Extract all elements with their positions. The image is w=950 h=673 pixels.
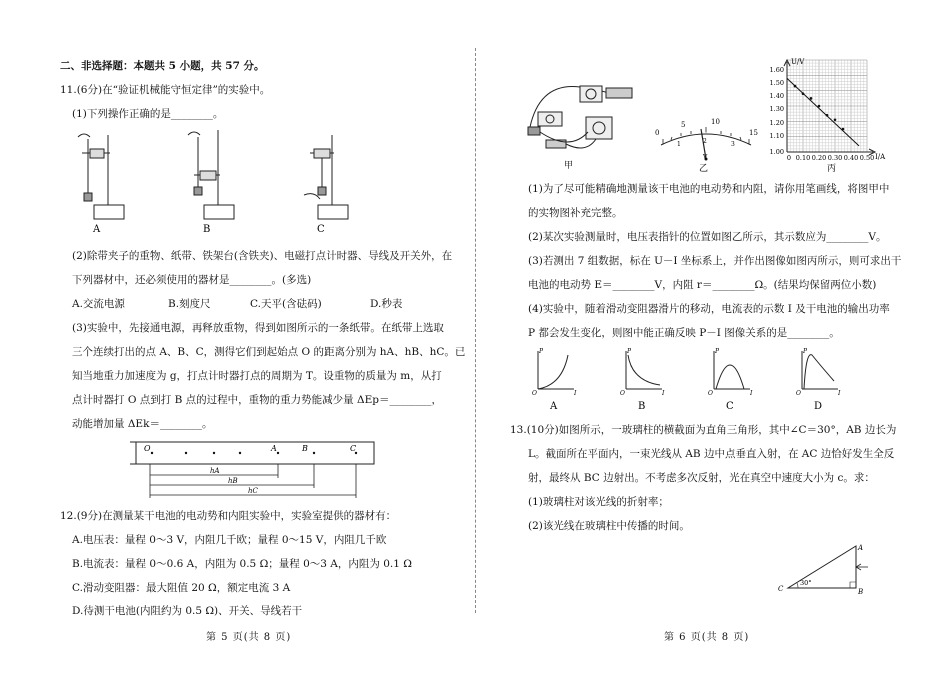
apparatus-b bbox=[188, 130, 234, 219]
q11-apparatus-figures bbox=[60, 125, 390, 235]
dial-unit: V bbox=[703, 154, 708, 161]
q12-part1-line1: (1)为了尽可能精确地测量该干电池的电动势和内阻，请你用笔画线，将图甲中 bbox=[528, 183, 890, 195]
ui-xtick-030: 0.30 bbox=[827, 154, 843, 162]
q11-part3-line1: (3)实验中，先接通电源，再释放重物，得到如图所示的一条纸带。在纸带上选取 bbox=[72, 322, 444, 334]
ui-xtick-040: 0.40 bbox=[843, 154, 859, 162]
fig-label-b: B bbox=[203, 224, 211, 235]
ui-data-point-4 bbox=[818, 105, 821, 108]
ui-xtick-010: 0.10 bbox=[795, 154, 811, 162]
q11-option-c: C.天平(含砝码) bbox=[250, 298, 322, 310]
fig-caption-yi: 乙 bbox=[699, 164, 709, 173]
q11-option-a: A.交流电源 bbox=[72, 298, 125, 310]
ui-ytick-110: 1.10 bbox=[769, 132, 784, 140]
q11-part2-line1: (2)除带夹子的重物、纸带、铁架台(含铁夹)、电磁打点计时器、导线及开关外，在 bbox=[72, 250, 453, 262]
tape-point-o: O bbox=[144, 444, 151, 453]
q12-part3-line1: (3)若测出 7 组数据，标在 U－I 坐标系上，并作出图像如图丙所示，则可求出干 bbox=[528, 255, 902, 267]
dial-lower-2: 2 bbox=[703, 138, 707, 145]
tape-dim-hb: hB bbox=[228, 477, 238, 485]
q12-item-c: C.滑动变阻器：最大阻值 20 Ω，额定电流 3 A bbox=[72, 582, 291, 594]
fig-caption-jia: 甲 bbox=[564, 161, 574, 171]
q12-part2: (2)某次实验测量时，电压表指针的位置如图乙所示，其示数应为________V。 bbox=[528, 231, 887, 243]
fig-label-a: A bbox=[93, 224, 101, 235]
q12-item-b: B.电流表：量程 0～0.6 A，内阻为 0.5 Ω；量程 0～3 A，内阻为 0.1 Ω bbox=[72, 558, 412, 570]
circuit-apparatus-figure bbox=[520, 72, 640, 172]
ui-xtick-020: 0.20 bbox=[811, 154, 827, 162]
dial-lower-3: 3 bbox=[731, 141, 735, 148]
q11-option-d: D.秒表 bbox=[370, 298, 403, 310]
pi-label-a: A bbox=[550, 401, 558, 412]
pi-b-p: P bbox=[627, 348, 632, 355]
q11-stem: 11.(6分)在“验证机械能守恒定律”的实验中。 bbox=[60, 84, 271, 96]
tri-label-c: C bbox=[778, 585, 784, 593]
ui-data-point-5 bbox=[826, 114, 829, 117]
ui-xtick-0: 0 bbox=[786, 154, 792, 162]
q11-option-b: B.刻度尺 bbox=[168, 298, 211, 310]
dial-tick-0: 0 bbox=[655, 129, 660, 137]
pi-d-o: O bbox=[796, 390, 801, 397]
q13-line1: 13.(10分)如图所示，一玻璃柱的横截面为直角三角形，其中∠C＝30°，AB 边长为 bbox=[510, 424, 897, 436]
ui-data-point-7 bbox=[842, 128, 845, 131]
q12-part4-line2: P 都会发生变化，则图中能正确反映 P－I 图像关系的是________。 bbox=[528, 327, 840, 339]
apparatus-c bbox=[304, 135, 348, 219]
ui-ytick-150: 1.50 bbox=[769, 79, 784, 87]
ui-ytick-160: 1.60 bbox=[769, 66, 784, 74]
q11-part2-line2: 下列器材中，还必须使用的器材是________。(多选) bbox=[72, 274, 312, 286]
dial-tick-5: 5 bbox=[681, 121, 686, 129]
pi-a-o: O bbox=[532, 390, 537, 397]
tape-point-b: B bbox=[302, 444, 308, 453]
pi-label-d: D bbox=[814, 401, 823, 412]
voltmeter-dial-figure bbox=[651, 115, 761, 173]
pi-label-b: B bbox=[638, 401, 646, 412]
pi-label-c: C bbox=[726, 401, 734, 412]
ui-graph-figure bbox=[753, 56, 913, 174]
q13-line2: L。截面所在平面内，一束光线从 AB 边中点垂直入射，在 AC 边恰好发生全反 bbox=[528, 448, 895, 460]
q13-part2: (2)该光线在玻璃柱中传播的时间。 bbox=[528, 520, 690, 532]
ui-ytick-130: 1.30 bbox=[769, 105, 784, 113]
q13-part1: (1)玻璃柱对该光线的折射率； bbox=[528, 496, 669, 508]
tri-label-b: B bbox=[858, 588, 864, 596]
page-5-footer: 第 5 页(共 8 页) bbox=[206, 632, 292, 643]
q12-item-d: D.待测干电池(内阻约为 0.5 Ω)、开关、导线若干 bbox=[72, 605, 303, 617]
pi-b-i: I bbox=[662, 390, 665, 397]
ui-ytick-100: 1.00 bbox=[769, 148, 784, 156]
tape-dim-ha: hA bbox=[210, 467, 220, 475]
tape-point-a: A bbox=[271, 444, 277, 453]
triangle-figure bbox=[772, 538, 882, 598]
pi-c-o: O bbox=[708, 390, 713, 397]
pi-option-graphs bbox=[528, 345, 858, 413]
tape-point-c: C bbox=[350, 444, 357, 453]
q12-part4-line1: (4)实验中，随着滑动变阻器滑片的移动，电流表的示数 I 及干电池的输出功率 bbox=[528, 303, 890, 315]
ui-xtick-050: 0.50 bbox=[859, 154, 875, 162]
apparatus-a bbox=[78, 134, 124, 219]
page-6 bbox=[476, 0, 950, 673]
ui-data-point-2 bbox=[802, 92, 805, 95]
pi-c-p: P bbox=[715, 348, 720, 355]
pi-b-o: O bbox=[620, 390, 625, 397]
q12-stem: 12.(9分)在测量某干电池的电动势和内阻实验中，实验室提供的器材有： bbox=[60, 510, 397, 522]
pi-a-p: P bbox=[539, 348, 544, 355]
q12-part3-line2: 电池的电动势 E＝________V，内阻 r＝________Ω。(结果均保留两位小数) bbox=[528, 279, 877, 291]
tri-angle: 30° bbox=[800, 579, 812, 587]
ui-data-point-1 bbox=[794, 85, 797, 88]
tri-label-a: A bbox=[858, 544, 864, 552]
pi-d-p: P bbox=[803, 348, 808, 355]
ui-ylabel: U/V bbox=[791, 58, 805, 66]
q12-part1-line2: 的实物图补充完整。 bbox=[528, 207, 623, 219]
tape-dim-hc: hC bbox=[248, 487, 258, 495]
q11-part3-line3: 知当地重力加速度为 g，打点计时器打点的周期为 T。设重物的质量为 m，从打 bbox=[72, 370, 442, 382]
ui-ytick-140: 1.40 bbox=[769, 92, 784, 100]
pi-d-i: I bbox=[838, 390, 841, 397]
q13-line3: 射，最终从 BC 边射出。不考虑多次反射，光在真空中速度大小为 c。求： bbox=[528, 472, 875, 484]
ui-data-point-3 bbox=[810, 97, 813, 100]
ui-graph-grid bbox=[787, 60, 867, 152]
section-title: 二、非选择题：本题共 5 小题，共 57 分。 bbox=[60, 60, 265, 72]
q11-part3-line4: 点计时器打 O 点到打 B 点的过程中，重物的重力势能减少量 ΔEp＝________， bbox=[72, 394, 442, 406]
fig-label-c: C bbox=[317, 224, 325, 235]
ui-data-point-6 bbox=[834, 119, 837, 122]
q11-part3-line2: 三个连续打出的点 A、B、C，测得它们到起始点 O 的距离分别为 hA、hB、hC。已 bbox=[72, 346, 466, 358]
dial-tick-10: 10 bbox=[711, 118, 720, 126]
q11-part1: (1)下列操作正确的是________。 bbox=[72, 108, 224, 120]
ui-xlabel: I/A bbox=[875, 153, 886, 161]
fig-caption-bing: 丙 bbox=[827, 164, 837, 174]
pi-c-i: I bbox=[750, 390, 753, 397]
paper-tape-figure bbox=[130, 440, 380, 502]
dial-tick-15: 15 bbox=[749, 129, 758, 137]
q12-item-a: A.电压表：量程 0～3 V，内阻几千欧；量程 0～15 V，内阻几千欧 bbox=[72, 534, 387, 546]
ui-ytick-120: 1.20 bbox=[769, 119, 784, 127]
dial-lower-1: 1 bbox=[677, 141, 681, 148]
page-6-footer: 第 6 页(共 8 页) bbox=[664, 632, 750, 643]
pi-a-i: I bbox=[574, 390, 577, 397]
q11-part3-line5: 动能增加量 ΔEk＝________。 bbox=[72, 418, 213, 430]
